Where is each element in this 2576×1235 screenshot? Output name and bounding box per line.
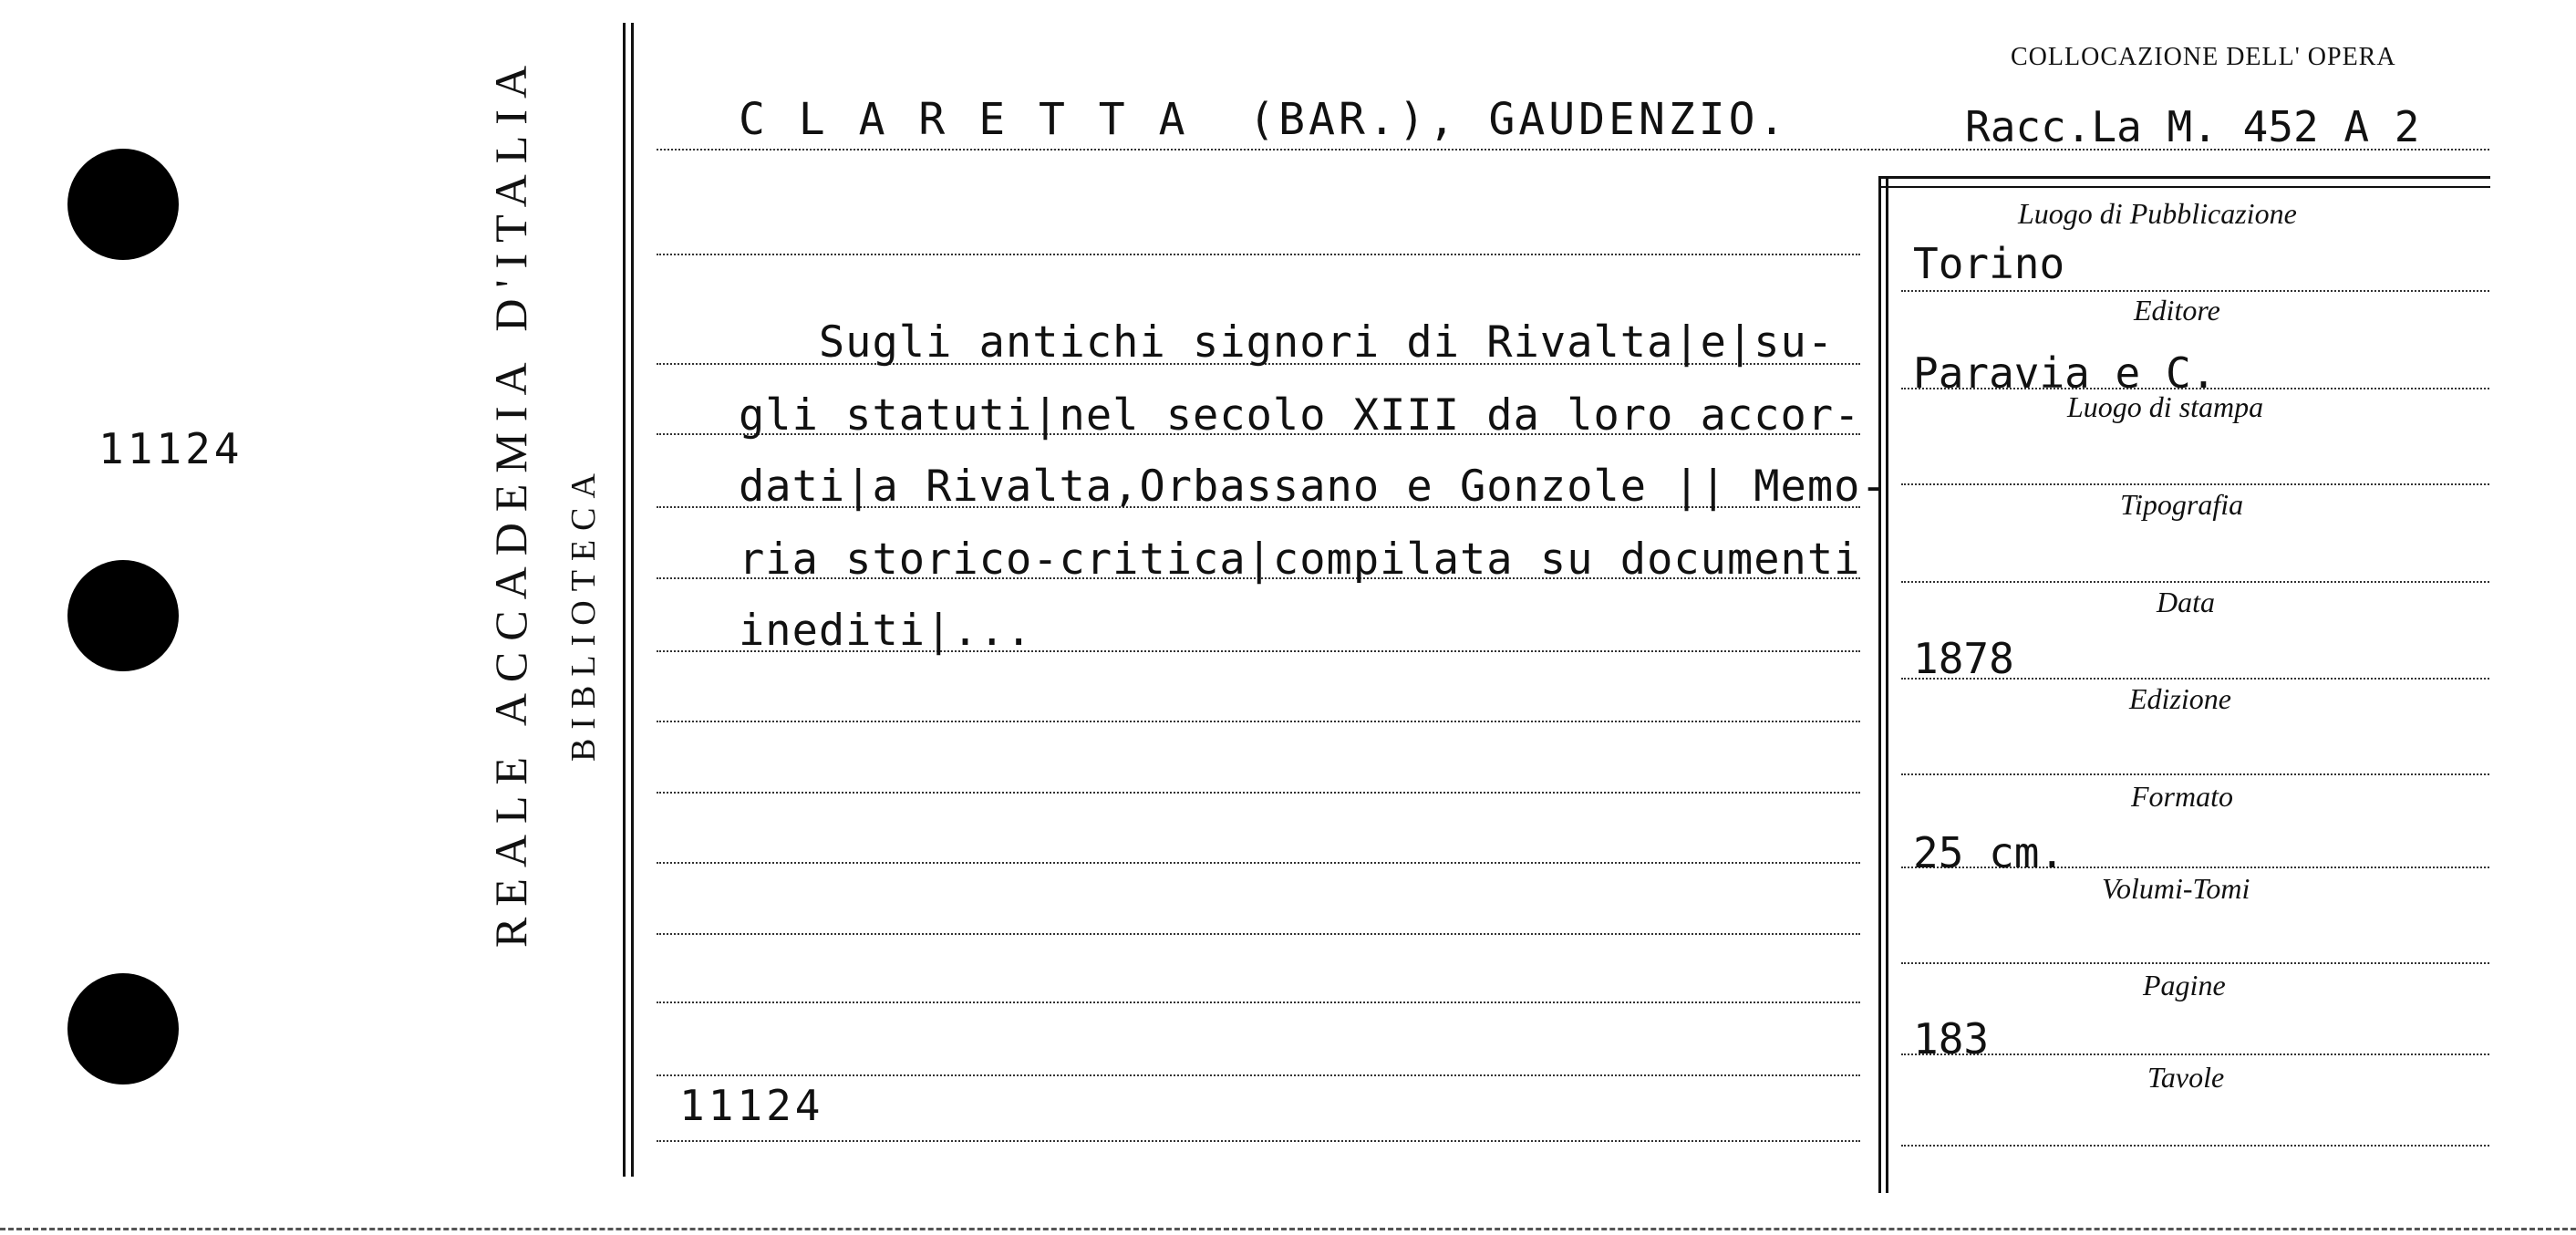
title-line-5: inediti|... [739, 606, 1033, 656]
label-data: Data [2157, 586, 2215, 618]
value-pagine: 183 [1913, 1014, 1990, 1064]
punch-hole-bottom [67, 973, 179, 1085]
inventory-number-side: 11124 [98, 424, 243, 473]
rule-line [657, 721, 1860, 722]
value-luogo-pubblicazione: Torino [1913, 239, 2065, 288]
details-box-top-border [1878, 176, 2490, 188]
field-line [1901, 773, 2489, 775]
label-edizione: Edizione [2129, 682, 2231, 715]
title-line-4: ria storico-critica|compilata su documenti [739, 534, 1861, 585]
title-line-1: Sugli antichi signori di Rivalta|e|su- [739, 317, 1835, 368]
collocation-label: COLLOCAZIONE DELL' OPERA [2011, 43, 2396, 71]
label-volumi-tomi: Volumi-Tomi [2102, 872, 2250, 905]
punch-hole-middle [67, 560, 179, 671]
label-tavole: Tavole [2147, 1061, 2225, 1094]
title-line-3: dati|a Rivalta,Orbassano e Gonzole || Memo- [739, 462, 1888, 512]
margin-rule-left [623, 23, 626, 1177]
rule-line [657, 1140, 1860, 1142]
label-editore: Editore [2134, 294, 2220, 327]
institution-name: REALE ACCADEMIA D'ITALIA [485, 54, 536, 948]
label-pagine: Pagine [2143, 969, 2226, 1001]
margin-rule-right [631, 23, 634, 1177]
shelfmark: Racc.La M. 452 A 2 [1965, 102, 2420, 151]
field-line [1901, 1145, 2489, 1147]
label-tipografia: Tipografia [2120, 488, 2244, 521]
value-editore: Paravia e C. [1913, 348, 2217, 398]
rule-line [657, 862, 1860, 864]
value-data: 1878 [1913, 634, 2014, 683]
label-formato: Formato [2131, 780, 2233, 813]
rule-line [657, 1074, 1860, 1076]
punch-hole-top [67, 149, 179, 260]
card-bottom-edge [0, 1228, 2576, 1230]
rule-line [657, 933, 1860, 935]
value-formato: 25 cm. [1913, 828, 2065, 877]
field-line [1901, 1053, 2489, 1055]
label-luogo-stampa: Luogo di stampa [2067, 390, 2264, 423]
inventory-number-bottom: 11124 [679, 1081, 824, 1130]
rule-line [657, 1001, 1860, 1003]
field-line [1901, 962, 2489, 964]
rule-line [657, 792, 1860, 794]
field-line [1901, 483, 2489, 485]
title-line-2: gli statuti|nel secolo XIII da loro accor- [739, 390, 1861, 441]
library-name: BIBLIOTECA [564, 464, 603, 762]
rule-line [657, 149, 2489, 150]
rule-line [657, 254, 1860, 255]
label-luogo-pubblicazione: Luogo di Pubblicazione [2018, 197, 2297, 230]
field-line [1901, 581, 2489, 583]
field-line [1901, 290, 2489, 292]
details-box-left-border [1878, 176, 1888, 1193]
author-name: C L A R E T T A (BAR.), GAUDENZIO. [739, 94, 1789, 145]
